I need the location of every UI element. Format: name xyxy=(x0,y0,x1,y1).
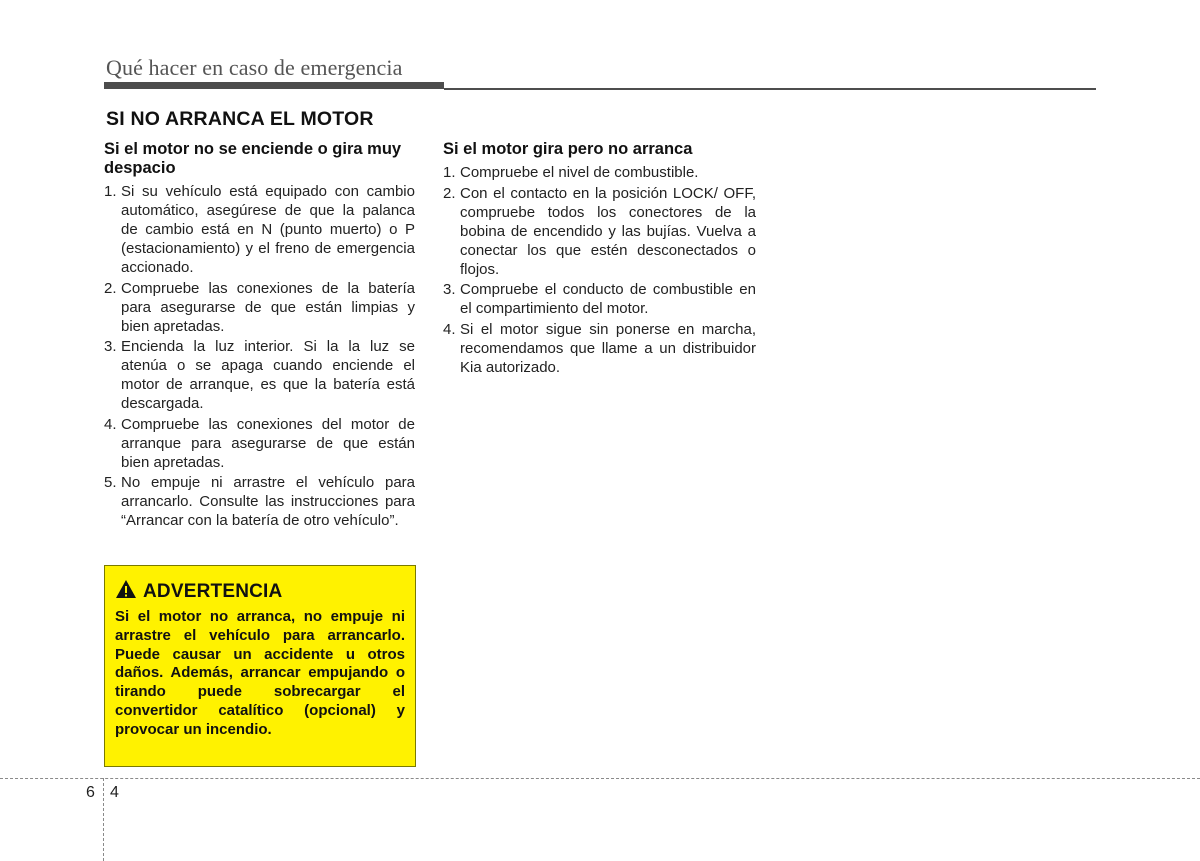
warning-title: ADVERTENCIA xyxy=(143,580,283,602)
step-text: Compruebe el nivel de combustible. xyxy=(460,164,699,181)
header-rule-thin xyxy=(444,88,1096,90)
step-number: 1. xyxy=(443,164,456,181)
list-item xyxy=(104,279,415,336)
list-item xyxy=(443,163,756,182)
list-item xyxy=(443,320,756,377)
page-number: 4 xyxy=(110,784,119,801)
list-item xyxy=(104,415,415,472)
right-steps-list xyxy=(443,163,756,377)
left-column xyxy=(104,140,415,532)
step-text: Si su vehículo está equipado con cambio automático, asegúrese de que la palanca de cambio está en N (punto muerto) o P (estacionamiento) y el freno de emergencia accionado. xyxy=(121,183,415,276)
warning-text: Si el motor no arranca, no empuje ni arrastre el vehículo para arrancarlo. Puede causar un accidente u otros daños. Además, arrancar empujando o tirando puede sobrecargar el convertidor catalítico (opcional) y provocar un incendio. xyxy=(115,608,405,738)
chapter-number: 6 xyxy=(86,784,95,801)
step-text: Con el contacto en la posición LOCK/ OFF, compruebe todos los conectores de la bobina de encendido y las bujías. Vuelva a conectar los que estén desconectados o flojos. xyxy=(460,184,756,278)
warning-header xyxy=(115,579,405,604)
left-steps-list xyxy=(104,182,415,530)
step-number: 4. xyxy=(443,320,456,338)
step-number: 1. xyxy=(104,183,117,200)
step-number: 2. xyxy=(104,279,117,297)
list-item xyxy=(104,337,415,413)
right-subheading: Si el motor gira pero no arranca xyxy=(443,140,693,158)
list-item xyxy=(443,184,756,279)
right-column xyxy=(443,140,756,378)
footer-dashed-divider xyxy=(103,778,104,861)
header-rule-thick xyxy=(104,82,444,89)
step-text: Compruebe el conducto de combustible en el compartimiento del motor. xyxy=(460,281,756,317)
footer-dashed-rule xyxy=(0,778,1200,779)
step-text: Compruebe las conexiones del motor de arranque para asegurarse de que están bien apretadas. xyxy=(121,415,415,471)
warning-triangle-icon xyxy=(115,579,137,604)
section-title: SI NO ARRANCA EL MOTOR xyxy=(106,108,374,130)
list-item xyxy=(443,280,756,318)
step-text: No empuje ni arrastre el vehículo para arrancarlo. Consulte las instrucciones para “Arrancar con la batería de otro vehículo”. xyxy=(121,474,415,529)
step-number: 3. xyxy=(443,281,456,298)
list-item xyxy=(104,182,415,277)
list-item xyxy=(104,473,415,530)
running-header-title: Qué hacer en caso de emergencia xyxy=(106,55,403,80)
left-subheading: Si el motor no se enciende o gira muy despacio xyxy=(104,140,402,177)
step-text: Compruebe las conexiones de la batería para asegurarse de que están limpias y bien apretadas. xyxy=(121,279,415,335)
step-text: Encienda la luz interior. Si la la luz se atenúa o se apaga cuando enciende el motor de arranque, es que la batería está descargada. xyxy=(121,338,415,412)
warning-box xyxy=(104,565,416,767)
step-text: Si el motor sigue sin ponerse en marcha, recomendamos que llame a un distribuidor Kia autorizado. xyxy=(460,320,756,376)
step-number: 4. xyxy=(104,415,117,433)
step-number: 5. xyxy=(104,474,117,491)
step-number: 2. xyxy=(443,184,456,202)
step-number: 3. xyxy=(104,338,117,355)
